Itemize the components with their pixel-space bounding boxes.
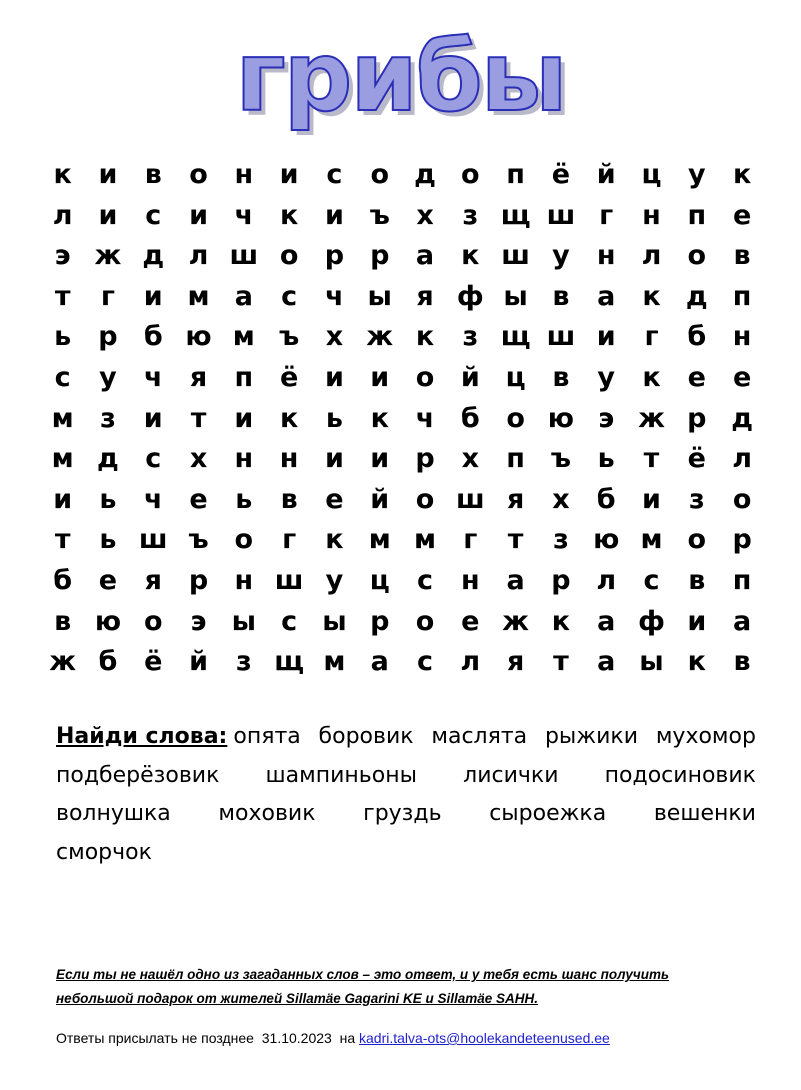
grid-letter: а	[370, 646, 389, 678]
grid-letter: е	[461, 605, 480, 637]
grid-letter: й	[596, 159, 616, 190]
grid-letter: к	[279, 402, 299, 434]
grid-letter: р	[370, 240, 390, 272]
grid-letter: б	[460, 402, 480, 434]
grid-letter: е	[325, 483, 344, 515]
grid-letter: в	[280, 483, 298, 515]
grid-letter: ж	[366, 321, 394, 353]
grid-letter: г	[644, 321, 659, 353]
grid-letter: й	[189, 646, 208, 678]
grid-letter: ч	[325, 280, 344, 312]
grid-letter: о	[506, 402, 525, 434]
grid-letter: щ	[274, 646, 305, 678]
grid-letter: о	[370, 159, 389, 190]
grid-letter: о	[415, 605, 435, 637]
word-item: маслята	[431, 724, 528, 749]
grid-letter: н	[732, 321, 752, 353]
grid-letter: н	[234, 443, 254, 475]
word-item: груздь	[363, 801, 442, 826]
grid-letter: в	[733, 240, 751, 272]
grid-letter: в	[552, 280, 570, 312]
grid-letter: ъ	[278, 321, 300, 353]
grid-letter: д	[731, 402, 753, 434]
grid-letter: л	[52, 199, 73, 231]
grid-letter: и	[370, 361, 390, 393]
grid-letter: т	[54, 280, 71, 312]
grid-letter: а	[597, 605, 616, 637]
grid-letter: ь	[99, 524, 117, 556]
footer	[56, 1030, 610, 1046]
grid-letter: ь	[235, 483, 253, 515]
grid-letter: х	[189, 443, 208, 475]
grid-letter: и	[53, 483, 73, 515]
grid-letter: е	[98, 564, 118, 596]
grid-letter: к	[370, 402, 389, 434]
grid-letter: х	[325, 321, 344, 353]
word-item: лисички	[463, 762, 559, 788]
grid-letter: ъ	[369, 199, 390, 231]
grid-letter: б	[53, 564, 73, 596]
grid-letter: ъ	[550, 443, 572, 475]
grid-letter: я	[506, 646, 525, 678]
grid-letter: к	[642, 361, 661, 393]
note-line-2: небольшой подарок от жителей Sillamäe Gagarini KE и Sillamäe SAHH.	[56, 991, 539, 1006]
grid-letter: э	[598, 402, 615, 434]
grid-letter: п	[506, 159, 525, 190]
grid-letter: а	[732, 605, 752, 637]
answer-note	[56, 963, 756, 1011]
grid-letter: г	[599, 199, 614, 231]
grid-letter: п	[234, 361, 254, 393]
grid-letter: о	[415, 361, 435, 393]
grid-letter: х	[416, 199, 434, 231]
grid-letter: н	[279, 443, 299, 475]
grid-letter: п	[732, 280, 752, 312]
grid-letter: ё	[687, 443, 706, 475]
grid-letter: и	[687, 605, 707, 637]
grid-letter: ю	[547, 402, 575, 434]
word-item: боровик	[318, 724, 414, 749]
grid-letter: а	[415, 240, 435, 272]
grid-letter: и	[234, 402, 254, 434]
grid-letter: в	[552, 361, 570, 393]
grid-letter: б	[687, 321, 707, 353]
grid-letter: я	[144, 564, 162, 596]
grid-letter: и	[596, 321, 616, 353]
grid-letter: ё	[279, 361, 299, 393]
grid-letter: ш	[501, 240, 530, 272]
grid-letter: в	[54, 605, 72, 637]
grid-letter: с	[326, 159, 343, 190]
grid-letter: м	[187, 280, 210, 312]
grid-letter: м	[51, 402, 74, 434]
grid-letter: к	[415, 321, 435, 353]
letter-grid	[40, 155, 765, 683]
grid-letter: т	[553, 646, 569, 678]
grid-letter: ь	[325, 402, 343, 434]
grid-letter: а	[597, 646, 616, 678]
grid-letter: ь	[99, 483, 117, 515]
grid-letter: ц	[369, 564, 390, 596]
grid-letter: ы	[503, 280, 528, 312]
grid-letter: р	[551, 564, 571, 596]
grid-letter: ш	[138, 524, 168, 556]
grid-letter: о	[189, 159, 208, 190]
grid-letter: л	[641, 240, 662, 272]
grid-letter: о	[234, 524, 254, 556]
grid-letter: г	[100, 280, 115, 312]
grid-letter: и	[279, 159, 299, 190]
note-line-1: Если ты не нашёл одно из загаданных слов – это ответ, и у тебя есть шанс получить	[56, 967, 669, 982]
grid-letter: о	[279, 240, 299, 272]
grid-letter: с	[643, 564, 660, 596]
grid-letter: ч	[415, 402, 435, 434]
grid-letter: в	[144, 159, 162, 190]
grid-letter: о	[461, 159, 480, 190]
grid-letter: н	[234, 564, 254, 596]
grid-letter: ц	[641, 159, 662, 190]
grid-letter: я	[416, 280, 434, 312]
grid-letter: р	[188, 564, 209, 596]
grid-letter: з	[462, 199, 479, 231]
grid-letter: ф	[638, 605, 665, 637]
grid-letter: ц	[505, 361, 526, 393]
grid-letter: и	[98, 199, 118, 231]
grid-letter: у	[325, 564, 344, 596]
grid-letter: п	[732, 564, 752, 596]
grid-letter: ч	[143, 361, 163, 393]
word-list-line	[56, 795, 756, 834]
grid-letter: ш	[229, 240, 259, 272]
grid-letter: о	[143, 605, 163, 637]
grid-letter: э	[54, 240, 71, 272]
grid-letter: а	[597, 280, 616, 312]
grid-letter: з	[100, 402, 116, 434]
grid-letter: б	[596, 483, 616, 515]
grid-letter: т	[507, 524, 524, 556]
grid-letter: у	[597, 361, 616, 393]
grid-letter: х	[552, 483, 570, 515]
grid-letter: о	[687, 240, 707, 272]
grid-letter: р	[324, 240, 345, 272]
grid-letter: п	[687, 199, 707, 231]
grid-letter: ю	[593, 524, 620, 556]
grid-letter: у	[552, 240, 570, 272]
grid-letter: г	[463, 524, 478, 556]
grid-letter: ь	[54, 321, 72, 353]
grid-letter: н	[642, 199, 661, 231]
grid-letter: ы	[231, 605, 257, 637]
grid-letter: м	[232, 321, 255, 353]
grid-letter: р	[732, 524, 752, 556]
grid-letter: е	[732, 361, 752, 393]
grid-letter: и	[642, 483, 661, 515]
grid-letter: к	[687, 646, 706, 678]
grid-letter: и	[324, 361, 344, 393]
word-item: волнушка	[56, 801, 171, 826]
grid-letter: р	[98, 321, 118, 353]
grid-letter: й	[460, 361, 480, 393]
grid-letter: ё	[551, 159, 571, 190]
word-list-line	[56, 834, 756, 873]
grid-letter: ш	[274, 564, 304, 596]
grid-letter: щ	[500, 199, 531, 231]
grid-letter: с	[145, 443, 162, 475]
grid-letter: к	[732, 159, 752, 190]
grid-letter: т	[643, 443, 660, 475]
grid-letter: л	[188, 240, 209, 272]
grid-letter: з	[688, 483, 705, 515]
word-item: опята	[233, 724, 301, 749]
grid-letter: с	[417, 646, 434, 678]
grid-letter: з	[553, 524, 569, 556]
grid-letter: ч	[234, 199, 254, 231]
grid-letter: в	[688, 564, 706, 596]
grid-letter: б	[98, 646, 118, 678]
grid-letter: с	[145, 199, 162, 231]
grid-letter: т	[190, 402, 207, 434]
grid-letter: ш	[546, 321, 576, 353]
grid-letter: п	[506, 443, 525, 475]
grid-letter: я	[189, 361, 208, 393]
grid-letter: д	[142, 240, 165, 272]
word-item: подберёзовик	[56, 762, 220, 788]
grid-letter: р	[370, 605, 390, 637]
grid-letter: з	[235, 646, 252, 678]
grid-letter: ъ	[188, 524, 209, 556]
grid-letter: ж	[49, 646, 77, 678]
grid-letter: к	[461, 240, 480, 272]
grid-letter: н	[460, 564, 480, 596]
word-list	[56, 718, 756, 872]
grid-letter: к	[279, 199, 299, 231]
grid-letter: э	[190, 605, 207, 637]
word-item: мухомор	[655, 724, 756, 749]
grid-letter: с	[54, 361, 71, 393]
email-link[interactable]: kadri.talva-ots@hoolekandeteenused.ee	[359, 1030, 610, 1046]
grid-letter: м	[640, 524, 663, 556]
grid-letter: и	[143, 402, 163, 434]
grid-letter: о	[687, 524, 707, 556]
grid-letter: ь	[597, 443, 615, 475]
grid-letter: ф	[456, 280, 484, 312]
grid-letter: з	[462, 321, 479, 353]
grid-letter: ё	[144, 646, 163, 678]
grid-letter: р	[687, 402, 707, 434]
grid-letter: к	[642, 280, 661, 312]
grid-letter: и	[324, 443, 344, 475]
word-item: шампиньоны	[265, 762, 417, 788]
grid-letter: ы	[322, 605, 347, 637]
grid-letter: с	[281, 280, 298, 312]
grid-letter: и	[189, 199, 208, 231]
grid-letter: к	[551, 605, 571, 637]
grid-letter: о	[415, 483, 435, 515]
grid-letter: й	[370, 483, 390, 515]
grid-letter: к	[325, 524, 344, 556]
grid-letter: е	[687, 361, 706, 393]
grid-letter: е	[732, 199, 752, 231]
grid-letter: ш	[546, 199, 576, 231]
grid-letter: с	[281, 605, 298, 637]
footer-text: Ответы присылать не позднее 31.10.2023 на	[56, 1030, 359, 1046]
grid-letter: м	[323, 646, 346, 678]
grid-letter: д	[97, 443, 119, 475]
word-item: сморчок	[56, 839, 152, 865]
grid-letter: г	[282, 524, 297, 556]
grid-letter: ж	[94, 240, 122, 272]
grid-letter: и	[98, 159, 118, 190]
grid-letter: т	[54, 524, 71, 556]
grid-letter: н	[596, 240, 616, 272]
grid-letter: в	[733, 646, 751, 678]
grid-letter: ю	[185, 321, 212, 353]
grid-letter: ы	[639, 646, 664, 678]
grid-letter: д	[685, 280, 708, 312]
grid-letter: м	[368, 524, 391, 556]
grid-letter: х	[461, 443, 480, 475]
grid-letter: б	[143, 321, 163, 353]
grid-letter: у	[688, 159, 706, 190]
word-item: рыжики	[544, 724, 639, 749]
first-word-group	[56, 718, 301, 757]
grid-letter: ю	[94, 605, 122, 637]
word-item: подосиновик	[604, 762, 756, 788]
grid-letter: ж	[502, 605, 530, 637]
grid-letter: к	[53, 159, 72, 190]
grid-letter: л	[460, 646, 481, 678]
grid-letter: о	[732, 483, 752, 515]
grid-letter: н	[234, 159, 254, 190]
grid-letter: л	[596, 564, 617, 596]
grid-letter: д	[414, 159, 436, 190]
grid-letter: м	[413, 524, 437, 556]
page-title: грибы	[235, 21, 566, 133]
grid-letter: и	[370, 443, 390, 475]
find-words-label: Найди слова:	[56, 724, 228, 749]
word-item: вешенки	[653, 801, 756, 826]
grid-letter: и	[143, 280, 163, 312]
grid-letter: щ	[500, 321, 531, 353]
grid-letter: ш	[455, 483, 485, 515]
grid-letter: ж	[638, 402, 665, 434]
word-list-line	[56, 718, 756, 757]
grid-letter: м	[51, 443, 74, 475]
grid-letter: и	[324, 199, 344, 231]
grid-letter: я	[506, 483, 525, 515]
word-list-line	[56, 757, 756, 796]
grid-letter: а	[234, 280, 253, 312]
grid-letter: е	[189, 483, 208, 515]
word-item: моховик	[218, 801, 316, 826]
grid-letter: с	[417, 564, 434, 596]
grid-letter: у	[99, 361, 117, 393]
grid-letter: р	[415, 443, 435, 475]
grid-letter: ч	[143, 483, 163, 515]
grid-letter: ы	[367, 280, 392, 312]
grid-letter: л	[732, 443, 752, 475]
grid-letter: а	[506, 564, 525, 596]
word-item: сыроежка	[489, 801, 607, 826]
